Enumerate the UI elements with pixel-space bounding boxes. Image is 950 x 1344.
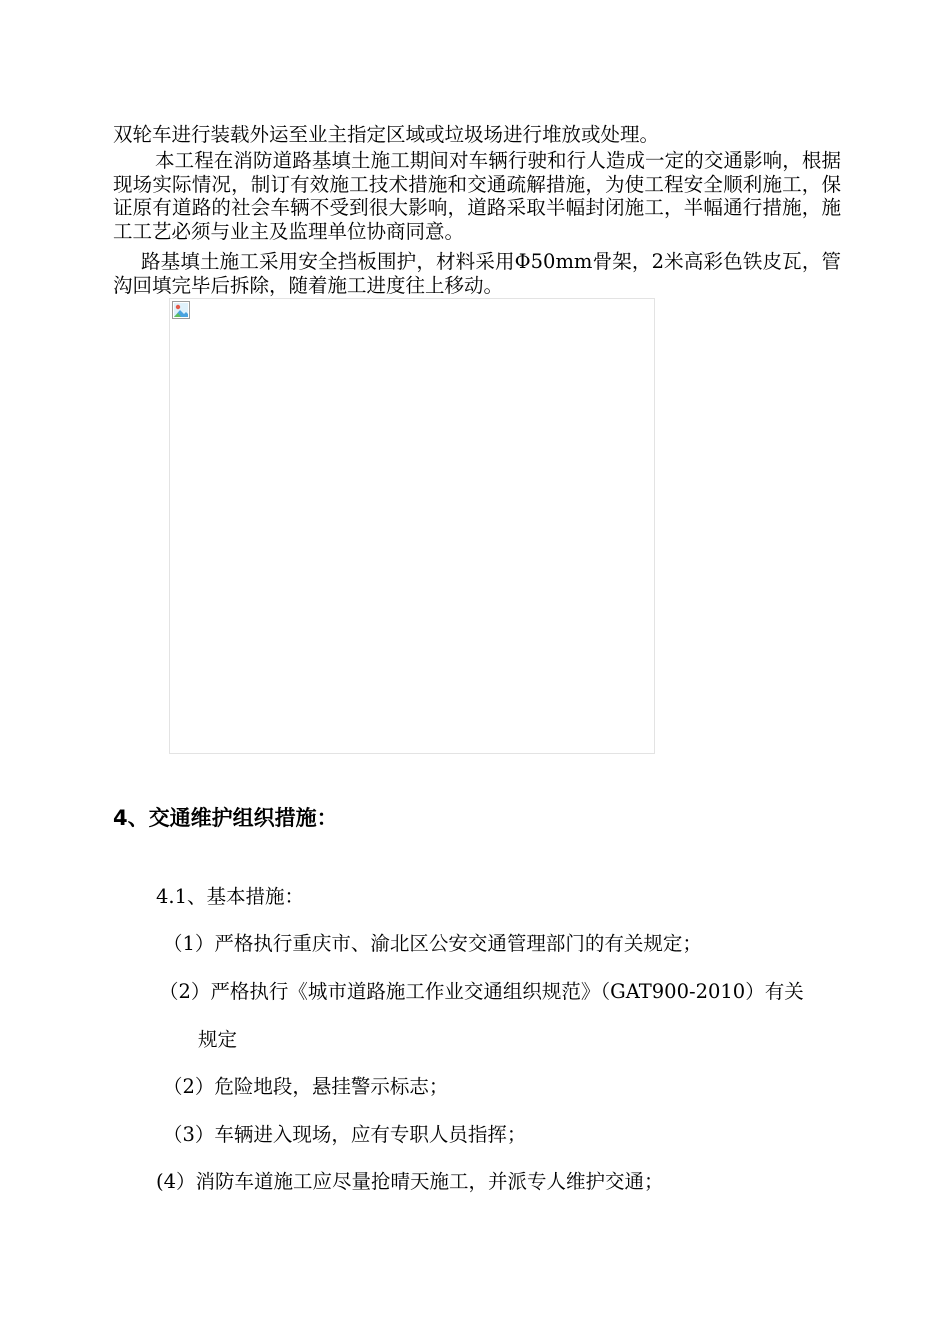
list-item: （3）车辆进入现场，应有专职人员指挥； [163, 1123, 527, 1146]
body-paragraph-1: 双轮车进行装载外运至业主指定区域或垃圾场进行堆放或处理。 [113, 123, 660, 146]
body-paragraph-2: 本工程在消防道路基填土施工期间对车辆行驶和行人造成一定的交通影响，根据现场实际情况，制订有效施工技术措施和交通疏解措施，为使工程安全顺利施工，保证原有道路的社会车辆不受到很大影响，道路采取半幅封闭施工，半幅通行措施，施工工艺必须与业主及监理单位协商同意。 [113, 149, 841, 243]
list-item: （1）严格执行重庆市、渝北区公安交通管理部门的有关规定； [163, 932, 702, 955]
image-placeholder [169, 298, 655, 754]
list-item: （2）严格执行《城市道路施工作业交通组织规范》（GAT900-2010）有关 [159, 980, 804, 1003]
list-item-continuation: 规定 [198, 1028, 238, 1051]
subsection-title: 4.1、基本措施： [156, 885, 305, 908]
broken-image-icon [172, 301, 190, 319]
section-heading: 4、交通维护组织措施： [113, 806, 338, 830]
body-paragraph-3: 路基填土施工采用安全挡板围护，材料采用Φ50mm骨架，2米高彩色铁皮瓦，管沟回填完毕后拆除，随着施工进度往上移动。 [113, 250, 841, 297]
list-item: （2）危险地段，悬挂警示标志； [163, 1075, 449, 1098]
list-item: (4）消防车道施工应尽量抢晴天施工，并派专人维护交通； [156, 1170, 664, 1193]
